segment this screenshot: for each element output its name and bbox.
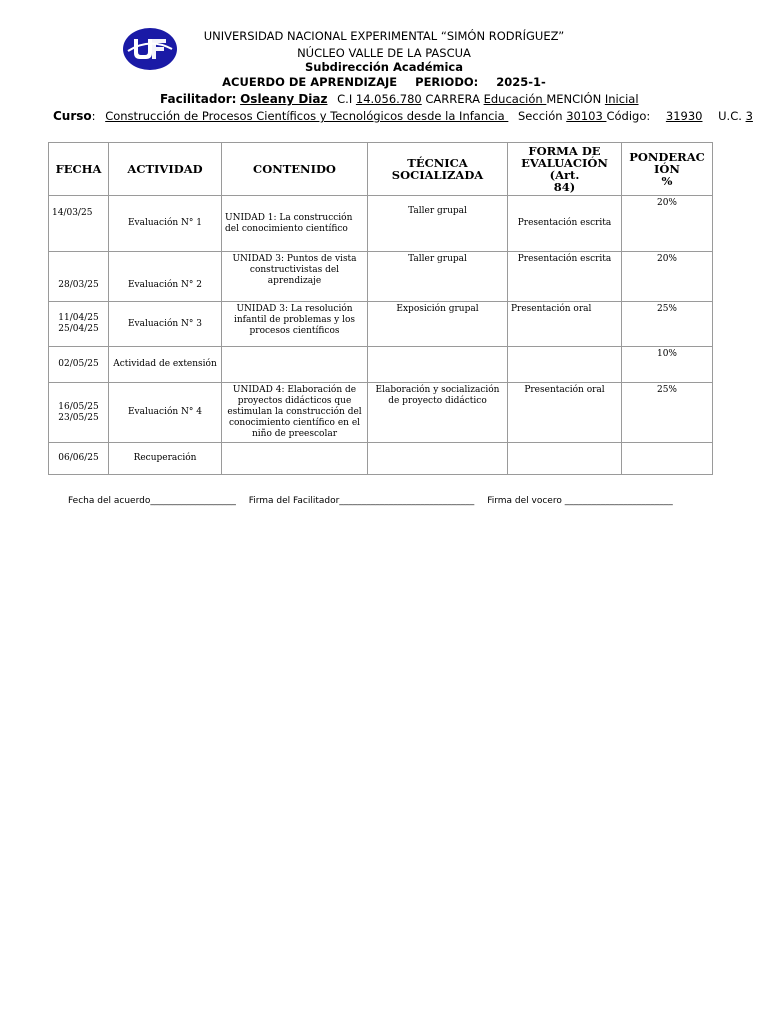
subdirection: Subdirección Académica — [304, 60, 464, 74]
course-label: Curso — [53, 109, 92, 123]
section-label: Sección — [518, 109, 563, 123]
cell-actividad: Evaluación N° 4 — [109, 383, 222, 443]
course-line — [53, 109, 753, 123]
cell-contenido — [222, 347, 368, 383]
cell-tecnica: Taller grupal — [368, 252, 508, 302]
cell-forma: Presentación escrita — [508, 196, 622, 252]
agreement-title — [0, 75, 768, 89]
cell-ponderacion: 25% — [622, 302, 713, 347]
cell-tecnica: Taller grupal — [368, 196, 508, 252]
cell-ponderacion: 20% — [622, 196, 713, 252]
table-row — [49, 302, 713, 347]
col-header-forma: FORMA DE EVALUACIÓN (Art. 84) — [508, 143, 622, 196]
table-row — [49, 196, 713, 252]
table-row — [49, 347, 713, 383]
agreement-label: ACUERDO DE APRENDIZAJE — [222, 75, 398, 89]
facilitator-label: Facilitador: — [160, 92, 237, 106]
cell-tecnica: Exposición grupal — [368, 302, 508, 347]
uc-value: 3 — [745, 109, 753, 123]
cell-forma: Presentación oral — [508, 302, 622, 347]
cell-actividad: Evaluación N° 3 — [109, 302, 222, 347]
ci-value: 14.056.780 — [355, 92, 422, 106]
cell-fecha: 14/03/25 — [49, 196, 109, 252]
career-label: CARRERA — [425, 92, 480, 106]
table-row — [49, 443, 713, 475]
period-label: PERIODO: — [415, 75, 479, 89]
cell-contenido — [222, 443, 368, 475]
period-value: 2025-1- — [496, 75, 546, 89]
cell-actividad: Actividad de extensión — [109, 347, 222, 383]
ci-label: C.I — [337, 92, 353, 106]
section-value: 30103 — [566, 109, 607, 123]
table-header-row — [49, 143, 713, 196]
signature-line — [68, 496, 673, 506]
table-row — [49, 383, 713, 443]
cell-ponderacion: 10% — [622, 347, 713, 383]
code-label: Código: — [606, 109, 651, 123]
cell-ponderacion — [622, 443, 713, 475]
cell-contenido: UNIDAD 1: La construcción del conocimiento científico — [222, 196, 368, 252]
cell-fecha: 02/05/25 — [49, 347, 109, 383]
cell-tecnica: Elaboración y socialización de proyecto didáctico — [368, 383, 508, 443]
cell-tecnica — [368, 443, 508, 475]
cell-fecha: 28/03/25 — [49, 252, 109, 302]
cell-tecnica — [368, 347, 508, 383]
cell-forma — [508, 347, 622, 383]
cell-actividad: Evaluación N° 2 — [109, 252, 222, 302]
cell-ponderacion: 25% — [622, 383, 713, 443]
col-header-fecha: FECHA — [49, 143, 109, 196]
course-colon: : — [91, 109, 96, 123]
cell-actividad: Evaluación N° 1 — [109, 196, 222, 252]
col-header-ponderacion: PONDERAC IÓN % — [622, 143, 713, 196]
agreement-date-field: Fecha del acuerdo___________________ — [68, 496, 236, 506]
cell-contenido: UNIDAD 4: Elaboración de proyectos didácticos que estimulan la construcción del conocimiento científico en el niño de preescolar — [222, 383, 368, 443]
uc-label: U.C. — [718, 109, 742, 123]
col-header-tecnica: TÉCNICA SOCIALIZADA — [368, 143, 508, 196]
cell-fecha: 11/04/25 25/04/25 — [49, 302, 109, 347]
course-value: Construcción de Procesos Científicos y Tecnológicos desde la Infancia — [105, 109, 509, 123]
facilitator-name: Osleany Diaz — [240, 92, 328, 106]
col-header-contenido: CONTENIDO — [222, 143, 368, 196]
facilitator-line — [160, 92, 639, 106]
facilitator-signature-field: Firma del Facilitador______________________________ — [248, 496, 475, 506]
cell-forma: Presentación oral — [508, 383, 622, 443]
cell-actividad: Recuperación — [109, 443, 222, 475]
col-header-actividad: ACTIVIDAD — [109, 143, 222, 196]
spokesperson-signature-field: Firma del vocero ________________________ — [487, 496, 673, 506]
university-name: UNIVERSIDAD NACIONAL EXPERIMENTAL “SIMÓN RODRÍGUEZ” — [203, 29, 565, 43]
learning-agreement-table — [48, 142, 713, 475]
cell-fecha: 16/05/25 23/05/25 — [49, 383, 109, 443]
cell-forma — [508, 443, 622, 475]
career-value: Educación — [483, 92, 547, 106]
cell-fecha: 06/06/25 — [49, 443, 109, 475]
mention-value: Inicial — [604, 92, 639, 106]
cell-contenido: UNIDAD 3: Puntos de vista constructivistas del aprendizaje — [222, 252, 368, 302]
mention-label: MENCIÓN — [546, 92, 602, 106]
cell-forma: Presentación escrita — [508, 252, 622, 302]
table-row — [49, 252, 713, 302]
nucleus-name: NÚCLEO VALLE DE LA PASCUA — [297, 46, 471, 60]
cell-contenido: UNIDAD 3: La resolución infantil de problemas y los procesos científicos — [222, 302, 368, 347]
cell-ponderacion: 20% — [622, 252, 713, 302]
code-value: 31930 — [665, 109, 703, 123]
